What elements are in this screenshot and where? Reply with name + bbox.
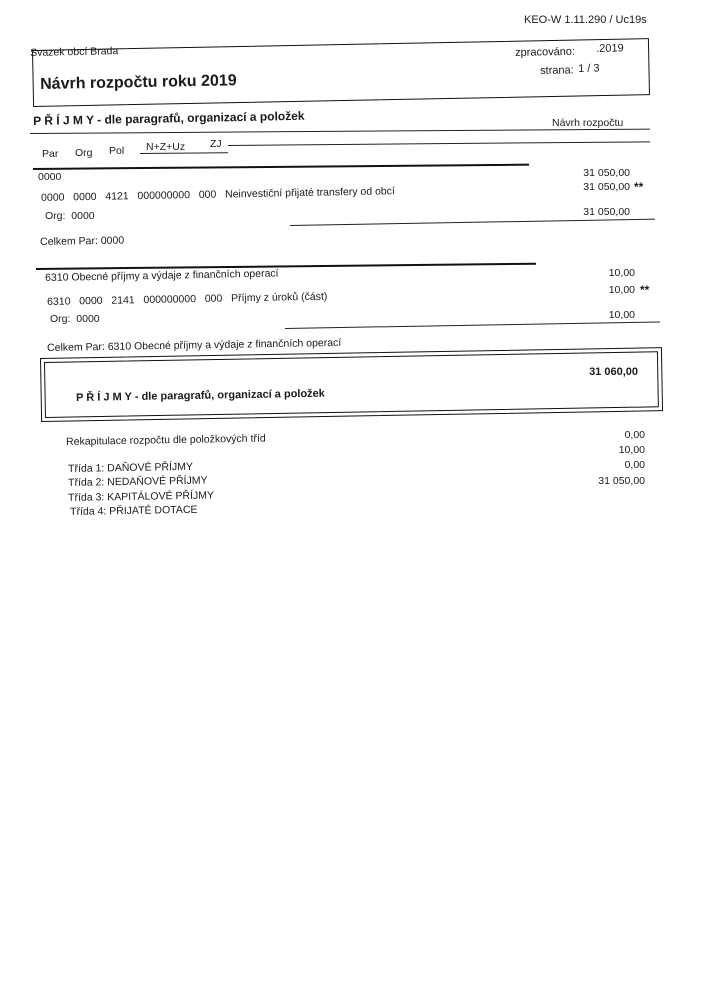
column-header-nzuz: N+Z+Uz: [146, 141, 186, 153]
row-amount: 10,00: [608, 284, 635, 296]
section-heading-prefix: P Ř Í J M Y: [33, 112, 94, 128]
row-name: Příjmy z úroků (část): [230, 290, 328, 305]
group-total-line: [290, 219, 655, 226]
org-value: 0000: [71, 210, 95, 222]
column-header-underline: [228, 141, 650, 146]
column-header-underline-left: [140, 152, 228, 154]
org-label: [50, 313, 100, 325]
column-header-budget: Návrh rozpočtu: [552, 117, 624, 129]
title-box: [32, 38, 650, 107]
org-label-text: Org:: [50, 313, 71, 325]
row-zj: 000: [198, 188, 217, 201]
recap-class: Třída 4: PŘIJATÉ DOTACE: [70, 503, 198, 518]
group-divider: [33, 164, 529, 170]
celkem-label: Celkem Par: 0000: [40, 234, 125, 248]
org-total: 10,00: [608, 309, 635, 321]
row-name: Neinvestiční přijaté transfery od obcí: [224, 185, 396, 201]
celkem-label: Celkem Par: 6310 Obecné příjmy a výdaje z finančních operací: [47, 336, 342, 354]
row-mark: **: [634, 180, 644, 194]
page-label: strana:: [540, 64, 574, 77]
row-org: 0000: [79, 294, 103, 308]
page-number: 1 / 3: [578, 62, 600, 75]
org-label-text: Org:: [45, 210, 66, 222]
table-row: [41, 185, 395, 204]
recap-amount: 0,00: [624, 459, 645, 471]
processed-label: zpracováno:: [515, 45, 576, 59]
row-mark: **: [640, 283, 650, 297]
recap-amount: 0,00: [624, 429, 645, 441]
par-total: 10,00: [608, 267, 635, 279]
total-box-inner: [44, 351, 659, 418]
recap-class: Třída 2: NEDAŇOVÉ PŘÍJMY: [68, 474, 208, 489]
total-box-prefix: P Ř Í J M Y: [76, 391, 132, 404]
recap-class: Třída 1: DAŇOVÉ PŘÍJMY: [68, 460, 194, 475]
section-heading-suffix: - dle paragrafů, organizací a položek: [93, 108, 305, 127]
group-total-line: [285, 321, 660, 329]
row-par: 0000: [41, 191, 65, 204]
org-total: 31 050,00: [583, 206, 630, 218]
column-header-org: Org: [75, 147, 93, 159]
column-header-zj: ZJ: [210, 138, 222, 150]
total-box-amount: 31 060,00: [589, 366, 638, 378]
group-divider: [36, 263, 536, 270]
row-amount: 31 050,00: [583, 181, 630, 193]
column-header-pol: Pol: [109, 145, 125, 157]
row-pol: 2141: [111, 294, 135, 307]
version-label: KEO-W 1.11.290 / Uc19s: [524, 14, 647, 26]
column-header-par: Par: [42, 148, 59, 160]
row-zj: 000: [204, 292, 223, 305]
row-par: 6310: [47, 295, 71, 308]
recap-amount: 10,00: [618, 444, 645, 456]
page-title: Návrh rozpočtu roku 2019: [40, 72, 237, 93]
par-total: 31 050,00: [583, 167, 630, 179]
table-row: [47, 291, 327, 308]
processed-date: .2019: [596, 42, 624, 55]
recap-title: Rekapitulace rozpočtu dle položkových tříd: [66, 432, 266, 448]
row-pol: 4121: [105, 190, 129, 203]
section-heading: [33, 109, 305, 128]
row-org: 0000: [73, 190, 97, 204]
par-heading: 0000: [38, 171, 62, 183]
org-value: 0000: [76, 313, 100, 325]
total-box-suffix: - dle paragrafů, organizací a položek: [131, 387, 325, 404]
section-underline: [30, 129, 650, 134]
par-heading: 6310 Obecné příjmy a výdaje z finančních operací: [45, 267, 279, 284]
recap-class: Třída 3: KAPITÁLOVÉ PŘÍJMY: [68, 489, 215, 504]
org-label: [45, 210, 95, 222]
recap-amount: 31 050,00: [598, 475, 645, 487]
row-nzuz: 000000000: [143, 293, 197, 307]
row-nzuz: 000000000: [137, 189, 191, 203]
organization-name: Svazek obcí Brada: [30, 45, 119, 59]
